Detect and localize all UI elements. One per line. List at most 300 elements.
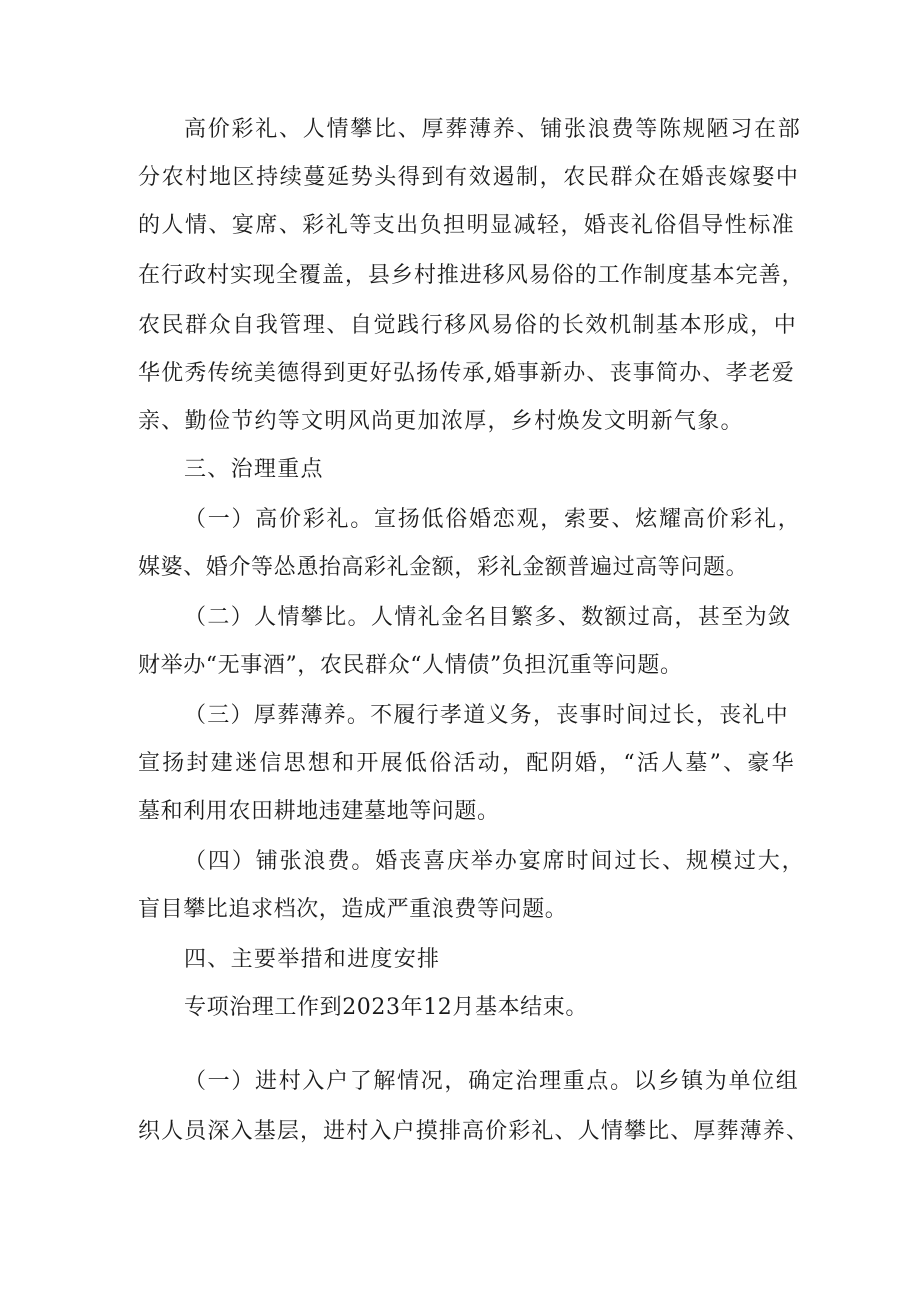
glyph: 三: [207, 703, 230, 728]
glyph: 开: [356, 751, 379, 776]
glyph: ）: [231, 507, 254, 532]
glyph: ，: [501, 751, 524, 776]
glyph: ，: [674, 605, 697, 630]
glyph: 繁: [511, 605, 534, 630]
glyph: 持: [256, 165, 279, 190]
paragraph-line: [138, 1118, 808, 1146]
glyph: ，: [781, 849, 804, 874]
glyph: 宴: [518, 849, 541, 874]
glyph: 婚: [574, 751, 597, 776]
paragraph-line: [184, 1068, 798, 1096]
glyph: 规: [682, 117, 705, 142]
glyph: 礼: [630, 213, 653, 238]
glyph: 名: [464, 605, 487, 630]
glyph: 等: [349, 213, 372, 238]
glyph: 俗: [551, 263, 574, 288]
paragraph-line: 亲、勤俭节约等文明风尚更加浓厚，乡村焕发文明新气象。: [138, 409, 744, 434]
glyph: 出: [396, 213, 419, 238]
glyph: 员: [184, 1119, 207, 1144]
glyph: 户: [392, 1119, 415, 1144]
paragraph-line: [138, 164, 798, 192]
glyph: 耀: [659, 507, 682, 532]
paragraph-line: 盲目攀比追求档次，造成严重浪费等问题。: [138, 897, 568, 922]
glyph: ”: [709, 751, 721, 776]
glyph: 中: [775, 165, 798, 190]
glyph: 统: [230, 361, 253, 386]
glyph: 村: [346, 1119, 369, 1144]
glyph: 以: [633, 1069, 656, 1094]
glyph: 要: [587, 507, 610, 532]
glyph: 迷: [235, 751, 258, 776]
glyph: 群: [185, 313, 208, 338]
glyph: 的: [538, 313, 561, 338]
glyph: 重: [562, 1069, 585, 1094]
glyph: 明: [466, 213, 489, 238]
glyph: 确: [468, 1069, 491, 1094]
glyph: 织: [138, 1119, 161, 1144]
glyph: 好: [369, 361, 392, 386]
glyph: 移: [482, 263, 505, 288]
glyph: 孝: [725, 361, 748, 386]
glyph: 基: [689, 263, 712, 288]
glyph: 人: [254, 605, 277, 630]
glyph: 。: [346, 703, 369, 728]
glyph: 比: [647, 1119, 670, 1144]
glyph: 高: [255, 507, 278, 532]
glyph: 、: [397, 117, 420, 142]
glyph: 俗: [514, 313, 537, 338]
glyph: 厚: [421, 117, 444, 142]
glyph: 民: [586, 165, 609, 190]
glyph: 模: [709, 849, 732, 874]
glyph: 农: [138, 313, 161, 338]
glyph: 思: [283, 751, 306, 776]
glyph: 不: [370, 703, 393, 728]
glyph: 丧: [399, 849, 422, 874]
glyph: （: [184, 1069, 207, 1094]
glyph: 张: [279, 849, 302, 874]
glyph: 配: [526, 751, 549, 776]
glyph: 解: [373, 1069, 396, 1094]
glyph: 践: [397, 313, 420, 338]
paragraph-line: [138, 360, 794, 388]
glyph: 时: [566, 849, 589, 874]
glyph: 大: [757, 849, 780, 874]
glyph: 彩: [231, 117, 254, 142]
glyph: 我: [255, 313, 278, 338]
glyph: 过: [627, 605, 650, 630]
glyph: 过: [614, 849, 637, 874]
glyph: 履: [393, 703, 416, 728]
glyph: 中: [773, 313, 796, 338]
glyph: 甚: [697, 605, 720, 630]
glyph: 管: [279, 313, 302, 338]
glyph: 行: [420, 313, 443, 338]
glyph: 效: [585, 313, 608, 338]
glyph: 时: [602, 703, 625, 728]
glyph: “: [623, 751, 635, 776]
glyph: 在: [657, 165, 680, 190]
glyph: ）: [231, 849, 254, 874]
glyph: 规: [686, 849, 709, 874]
glyph: 额: [604, 605, 627, 630]
glyph: 众: [634, 165, 657, 190]
glyph: 、: [670, 1119, 693, 1144]
glyph: 薄: [300, 703, 323, 728]
glyph: 攀: [623, 1119, 646, 1144]
glyph: 弘: [392, 361, 415, 386]
glyph: 、: [723, 751, 746, 776]
glyph: 的: [574, 263, 597, 288]
glyph: 地: [208, 165, 231, 190]
glyph: 习: [730, 117, 753, 142]
glyph: 高: [184, 117, 207, 142]
glyph: 礼: [531, 1119, 554, 1144]
glyph: ,: [485, 361, 493, 386]
glyph: 机: [608, 313, 631, 338]
glyph: 全: [275, 263, 298, 288]
glyph: 到: [323, 361, 346, 386]
glyph: 村: [278, 1069, 301, 1094]
glyph: 、: [278, 213, 301, 238]
glyph: 性: [724, 213, 747, 238]
glyph: 民: [161, 313, 184, 338]
glyph: 。: [351, 849, 374, 874]
paragraph-line: [138, 212, 794, 240]
glyph: （: [184, 507, 207, 532]
glyph: 想: [307, 751, 330, 776]
glyph: 动: [477, 751, 500, 776]
glyph: 办: [494, 849, 517, 874]
glyph: 至: [721, 605, 744, 630]
glyph: 华: [771, 751, 794, 776]
glyph: 丧: [609, 361, 632, 386]
glyph: 婚: [583, 213, 606, 238]
glyph: ，: [695, 703, 718, 728]
glyph: 理: [539, 1069, 562, 1094]
glyph: 效: [468, 165, 491, 190]
glyph: 席: [542, 849, 565, 874]
glyph: 。: [350, 507, 373, 532]
paragraph-line: [138, 262, 804, 290]
glyph: 续: [279, 165, 302, 190]
glyph: 负: [419, 213, 442, 238]
glyph: 行: [416, 703, 439, 728]
glyph: 村: [185, 165, 208, 190]
glyph: 喜: [423, 849, 446, 874]
glyph: 制: [632, 313, 655, 338]
paragraph-line: 墓和利用农田耕地违建墓地等问题。: [138, 799, 500, 824]
glyph: 在: [138, 263, 161, 288]
glyph: 华: [138, 361, 161, 386]
glyph: 有: [445, 165, 468, 190]
glyph: 攀: [350, 117, 373, 142]
glyph: ，: [532, 703, 555, 728]
glyph: 彩: [730, 507, 753, 532]
glyph: 易: [528, 263, 551, 288]
glyph: 制: [643, 263, 666, 288]
glyph: 情: [600, 1119, 623, 1144]
glyph: ，: [777, 507, 800, 532]
glyph: 信: [259, 751, 282, 776]
glyph: 礼: [417, 605, 440, 630]
glyph: 简: [655, 361, 678, 386]
glyph: 度: [666, 263, 689, 288]
glyph: 低: [421, 507, 444, 532]
glyph: ，: [540, 507, 563, 532]
glyph: 支: [372, 213, 395, 238]
glyph: 爱: [771, 361, 794, 386]
glyph: 镇: [681, 1069, 704, 1094]
glyph: 比: [374, 117, 397, 142]
glyph: 礼: [754, 507, 777, 532]
glyph: 担: [443, 213, 466, 238]
paragraph-line: [184, 604, 790, 632]
glyph: 农: [161, 165, 184, 190]
glyph: 二: [207, 605, 230, 630]
glyph: 铺: [540, 117, 563, 142]
glyph: 事: [632, 361, 655, 386]
glyph: 情: [277, 605, 300, 630]
paragraph-line: 财举办“无事酒”，农民群众“人情债”负担沉重等问题。: [138, 653, 683, 678]
glyph: 、: [279, 117, 302, 142]
glyph: 人: [577, 1119, 600, 1144]
glyph: 炫: [635, 507, 658, 532]
glyph: 传: [439, 361, 462, 386]
glyph: 村: [413, 263, 436, 288]
glyph: 势: [350, 165, 373, 190]
glyph: 举: [470, 849, 493, 874]
paragraph-line: 媒婆、婚介等怂恿抬高彩礼金额，彩礼金额普遍过高等问题。: [138, 555, 749, 580]
glyph: 扬: [416, 361, 439, 386]
paragraph-line: [184, 506, 800, 534]
glyph: 一: [207, 507, 230, 532]
glyph: 风: [505, 263, 528, 288]
glyph: 标: [748, 213, 771, 238]
glyph: 等: [635, 117, 658, 142]
glyph: 价: [485, 1119, 508, 1144]
glyph: ，: [299, 1119, 322, 1144]
glyph: 俗: [654, 213, 677, 238]
glyph: 到: [421, 165, 444, 190]
glyph: 建: [210, 751, 233, 776]
glyph: 养: [762, 1119, 785, 1144]
glyph: 费: [327, 849, 350, 874]
glyph: 更: [346, 361, 369, 386]
glyph: 蔓: [303, 165, 326, 190]
glyph: 长: [672, 703, 695, 728]
glyph: 敛: [767, 605, 790, 630]
glyph: 准: [771, 213, 794, 238]
glyph: 活: [636, 751, 659, 776]
glyph: 人: [661, 751, 684, 776]
glyph: 一: [207, 1069, 230, 1094]
glyph: 成: [726, 313, 749, 338]
glyph: 丧: [607, 213, 630, 238]
glyph: 村: [206, 263, 229, 288]
glyph: 张: [564, 117, 587, 142]
glyph: 、: [785, 1119, 808, 1144]
glyph: 分: [138, 165, 161, 190]
glyph: 秀: [184, 361, 207, 386]
glyph: 优: [161, 361, 184, 386]
glyph: 政: [183, 263, 206, 288]
glyph: 、: [557, 605, 580, 630]
glyph: 进: [459, 263, 482, 288]
glyph: 觉: [373, 313, 396, 338]
glyph: 农: [563, 165, 586, 190]
glyph: 老: [748, 361, 771, 386]
glyph: 、: [586, 361, 609, 386]
glyph: 丧: [719, 703, 742, 728]
glyph: （: [184, 849, 207, 874]
paragraph-line: [184, 848, 804, 876]
glyph: 得: [300, 361, 323, 386]
glyph: 为: [744, 605, 767, 630]
glyph: 、: [611, 507, 634, 532]
glyph: 俗: [429, 751, 452, 776]
glyph: 观: [516, 507, 539, 532]
paragraph-line: 专项治理工作到2023年12月基本结束。: [184, 995, 588, 1020]
glyph: 高: [461, 1119, 484, 1144]
glyph: 众: [208, 313, 231, 338]
glyph: 部: [777, 117, 800, 142]
glyph: 长: [561, 313, 584, 338]
glyph: 倡: [677, 213, 700, 238]
glyph: 善: [758, 263, 781, 288]
glyph: 进: [255, 1069, 278, 1094]
paragraph-line: [184, 116, 800, 144]
glyph: 行: [160, 263, 183, 288]
glyph: 情: [184, 213, 207, 238]
glyph: 婚: [493, 361, 516, 386]
glyph: 轻: [536, 213, 559, 238]
glyph: 过: [733, 849, 756, 874]
glyph: 娶: [752, 165, 775, 190]
glyph: 入: [302, 1069, 325, 1094]
glyph: 陈: [659, 117, 682, 142]
glyph: 中: [765, 703, 788, 728]
glyph: 间: [590, 849, 613, 874]
section-heading: 四、主要举措和进度安排: [184, 947, 441, 972]
glyph: 封: [186, 751, 209, 776]
glyph: 排: [438, 1119, 461, 1144]
glyph: 显: [490, 213, 513, 238]
glyph: 组: [775, 1069, 798, 1094]
glyph: 头: [374, 165, 397, 190]
glyph: 攀: [300, 605, 323, 630]
glyph: 乡: [657, 1069, 680, 1094]
glyph: 推: [436, 263, 459, 288]
glyph: ）: [230, 703, 253, 728]
glyph: 席: [255, 213, 278, 238]
glyph: 过: [649, 703, 672, 728]
glyph: 、: [662, 849, 685, 874]
glyph: 葬: [445, 117, 468, 142]
glyph: 为: [704, 1069, 727, 1094]
glyph: （: [184, 605, 207, 630]
glyph: 彩: [302, 213, 325, 238]
glyph: 展: [380, 751, 403, 776]
glyph: 入: [230, 1119, 253, 1144]
glyph: 情: [394, 605, 417, 630]
glyph: 人: [370, 605, 393, 630]
glyph: 点: [586, 1069, 609, 1094]
glyph: 孝: [439, 703, 462, 728]
glyph: 间: [626, 703, 649, 728]
glyph: 本: [712, 263, 735, 288]
glyph: 礼: [255, 117, 278, 142]
glyph: 摸: [415, 1119, 438, 1144]
glyph: 区: [232, 165, 255, 190]
glyph: 薄: [469, 117, 492, 142]
glyph: 县: [367, 263, 390, 288]
glyph: 风: [467, 313, 490, 338]
glyph: 、: [516, 117, 539, 142]
glyph: 阴: [550, 751, 573, 776]
glyph: 现: [252, 263, 275, 288]
glyph: 层: [276, 1119, 299, 1144]
glyph: 低: [404, 751, 427, 776]
glyph: 德: [277, 361, 300, 386]
glyph: 浪: [303, 849, 326, 874]
glyph: 厚: [693, 1119, 716, 1144]
glyph: 新: [540, 361, 563, 386]
glyph: 索: [564, 507, 587, 532]
paragraph-line: [138, 312, 796, 340]
glyph: 、: [702, 361, 725, 386]
glyph: 比: [324, 605, 347, 630]
glyph: 制: [516, 165, 539, 190]
glyph: 、: [326, 313, 349, 338]
glyph: 义: [486, 703, 509, 728]
section-heading: 三、治理重点: [184, 457, 324, 482]
glyph: ，: [781, 263, 804, 288]
glyph: 位: [752, 1069, 775, 1094]
glyph: 扬: [397, 507, 420, 532]
glyph: 婚: [681, 165, 704, 190]
glyph: 礼: [742, 703, 765, 728]
glyph: 。: [610, 1069, 633, 1094]
glyph: 形: [703, 313, 726, 338]
glyph: 目: [487, 605, 510, 630]
glyph: 四: [207, 849, 230, 874]
glyph: 葬: [716, 1119, 739, 1144]
glyph: 价: [279, 507, 302, 532]
glyph: 实: [229, 263, 252, 288]
glyph: 办: [563, 361, 586, 386]
glyph: 人: [161, 1119, 184, 1144]
glyph: 扬: [162, 751, 185, 776]
glyph: 在: [754, 117, 777, 142]
glyph: 嫁: [728, 165, 751, 190]
glyph: 养: [323, 703, 346, 728]
glyph: 长: [638, 849, 661, 874]
glyph: 道: [463, 703, 486, 728]
glyph: 豪: [747, 751, 770, 776]
glyph: 美: [253, 361, 276, 386]
glyph: ）: [231, 1069, 254, 1094]
glyph: 宴: [231, 213, 254, 238]
glyph: 宣: [374, 507, 397, 532]
glyph: 导: [701, 213, 724, 238]
glyph: 礼: [326, 507, 349, 532]
glyph: 浪: [587, 117, 610, 142]
glyph: 活: [453, 751, 476, 776]
glyph: 高: [682, 507, 705, 532]
glyph: 人: [302, 117, 325, 142]
glyph: 事: [579, 703, 602, 728]
